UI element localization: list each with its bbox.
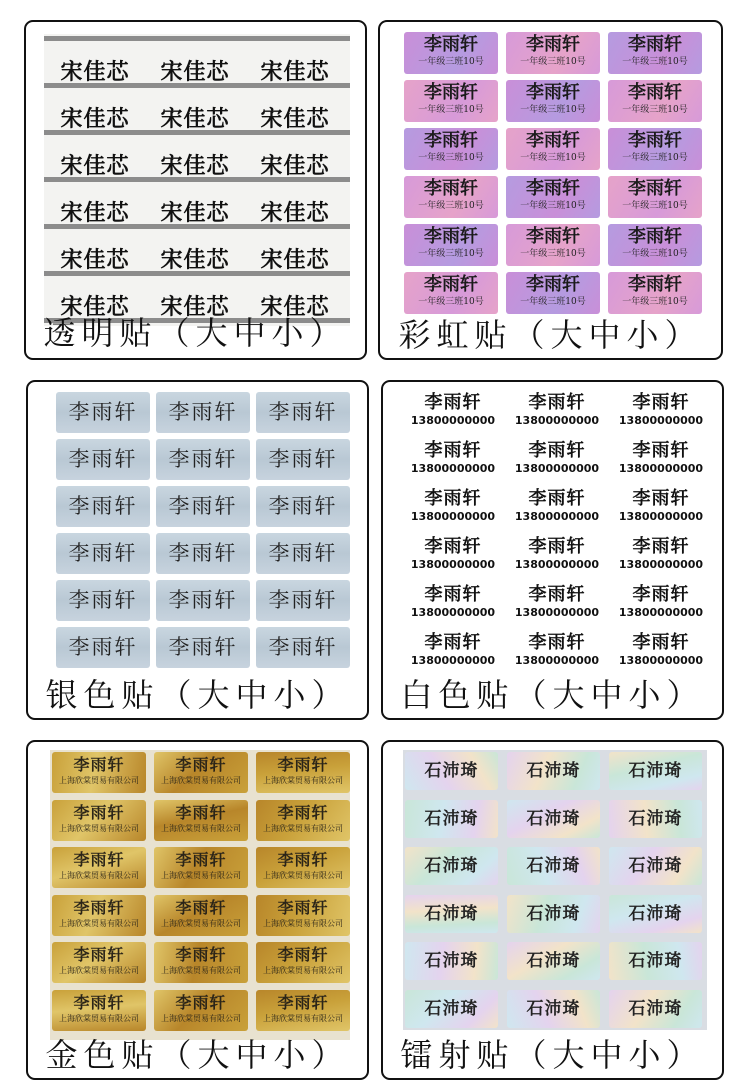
sticker-subtext: 上海欣棠贸易有限公司 (161, 871, 241, 880)
panel-caption: 透明贴（大中小） (43, 314, 348, 352)
name-sticker (404, 80, 498, 122)
name-sticker (611, 440, 711, 486)
sticker-name: 宋佳芯 (160, 153, 230, 179)
white-sticker-panel (381, 380, 724, 720)
name-sticker (246, 52, 344, 92)
sticker-subtext: 一年级三班10号 (418, 153, 484, 163)
name-sticker (156, 439, 250, 480)
sticker-subtext: 13800000000 (618, 558, 704, 571)
laser-sticker-panel (381, 740, 724, 1080)
sticker-name: 李雨轩 (73, 897, 125, 917)
sticker-name: 宋佳芯 (260, 200, 330, 226)
sticker-subtext: 上海欣棠贸易有限公司 (59, 966, 139, 975)
sticker-subtext: 13800000000 (514, 414, 600, 427)
name-sticker (56, 580, 150, 621)
sticker-name: 李雨轩 (628, 178, 682, 199)
name-sticker (404, 224, 498, 266)
sticker-name: 李雨轩 (168, 400, 238, 424)
sticker-name: 石沛琦 (424, 761, 479, 781)
sticker-name: 李雨轩 (268, 494, 338, 518)
sticker-name: 李雨轩 (632, 584, 690, 605)
sticker-name: 李雨轩 (424, 488, 482, 509)
name-sticker (506, 80, 600, 122)
sticker-subtext: 13800000000 (410, 558, 496, 571)
name-sticker (154, 895, 248, 936)
sticker-name: 石沛琦 (628, 856, 683, 876)
name-sticker (52, 847, 146, 888)
sticker-name: 李雨轩 (68, 494, 138, 518)
sticker-subtext: 一年级三班10号 (520, 153, 586, 163)
sticker-name: 宋佳芯 (260, 59, 330, 85)
name-sticker (507, 895, 600, 933)
sticker-subtext: 上海欣棠贸易有限公司 (161, 918, 241, 928)
name-sticker (609, 847, 702, 885)
sticker-name: 石沛琦 (526, 903, 581, 924)
sticker-subtext: 上海欣棠贸易有限公司 (161, 966, 241, 975)
sticker-subtext: 上海欣棠贸易有限公司 (59, 918, 139, 928)
sticker-subtext: 一年级三班10号 (520, 57, 586, 67)
name-sticker (154, 990, 248, 1031)
sticker-subtext: 一年级三班10号 (520, 201, 586, 211)
name-sticker (246, 146, 344, 186)
sticker-name: 李雨轩 (632, 440, 690, 461)
sticker-subtext: 13800000000 (618, 462, 704, 475)
sticker-name: 李雨轩 (424, 632, 482, 653)
sticker-subtext: 上海欣棠贸易有限公司 (161, 1013, 241, 1023)
name-sticker (154, 752, 248, 793)
sticker-name: 李雨轩 (528, 632, 586, 653)
sticker-name: 李雨轩 (526, 34, 580, 55)
sticker-name: 李雨轩 (632, 536, 690, 557)
name-sticker (246, 99, 344, 139)
name-sticker (246, 240, 344, 280)
name-sticker (507, 942, 600, 980)
sticker-subtext: 上海欣棠贸易有限公司 (263, 823, 343, 833)
name-sticker (146, 193, 244, 233)
sticker-subtext: 13800000000 (618, 606, 704, 619)
name-sticker (256, 392, 350, 433)
sticker-name: 石沛琦 (526, 856, 581, 876)
name-sticker (256, 847, 350, 888)
sticker-name: 李雨轩 (175, 945, 227, 964)
name-sticker (256, 752, 350, 793)
name-sticker (507, 488, 607, 534)
sticker-name: 李雨轩 (277, 850, 329, 869)
sticker-subtext: 13800000000 (618, 510, 704, 523)
name-sticker (56, 392, 150, 433)
name-sticker (52, 942, 146, 983)
sticker-subtext: 上海欣棠贸易有限公司 (59, 871, 139, 880)
sticker-subtext: 一年级三班10号 (622, 105, 688, 115)
name-sticker (154, 800, 248, 841)
sticker-name: 石沛琦 (526, 808, 581, 829)
sticker-name: 李雨轩 (268, 635, 338, 659)
name-sticker (507, 752, 600, 790)
sticker-name: 李雨轩 (424, 178, 478, 199)
sticker-subtext: 上海欣棠贸易有限公司 (263, 918, 343, 928)
name-sticker (156, 580, 250, 621)
name-sticker (506, 176, 600, 218)
sticker-name: 李雨轩 (175, 755, 227, 774)
sticker-subtext: 13800000000 (514, 558, 600, 571)
sticker-name: 石沛琦 (526, 761, 581, 781)
sticker-name: 李雨轩 (424, 274, 478, 295)
sticker-name: 李雨轩 (526, 178, 580, 199)
sticker-subtext: 13800000000 (514, 510, 600, 523)
panel-caption: 金色贴（大中小） (45, 1036, 350, 1074)
sticker-name: 石沛琦 (424, 856, 479, 876)
name-sticker (146, 52, 244, 92)
sticker-name: 宋佳芯 (160, 59, 230, 85)
name-sticker (507, 440, 607, 486)
sticker-name: 李雨轩 (168, 635, 238, 659)
sticker-name: 宋佳芯 (60, 106, 130, 132)
sticker-name: 李雨轩 (424, 584, 482, 605)
name-sticker (146, 99, 244, 139)
sticker-name: 宋佳芯 (260, 153, 330, 179)
gold-sticker-panel (26, 740, 369, 1080)
sticker-name: 宋佳芯 (160, 200, 230, 226)
sticker-name: 宋佳芯 (60, 200, 130, 226)
name-sticker (256, 895, 350, 936)
name-sticker (507, 847, 600, 885)
name-sticker (146, 146, 244, 186)
sticker-name: 石沛琦 (628, 998, 683, 1019)
name-sticker (608, 32, 702, 74)
sticker-name: 李雨轩 (628, 34, 682, 55)
sticker-name: 宋佳芯 (260, 106, 330, 132)
sticker-name: 石沛琦 (526, 951, 581, 971)
sticker-name: 石沛琦 (628, 761, 683, 781)
sticker-name: 李雨轩 (528, 440, 586, 461)
sticker-name: 李雨轩 (68, 447, 138, 471)
sticker-subtext: 一年级三班10号 (622, 153, 688, 163)
name-sticker (46, 99, 144, 139)
sheet-divider (44, 36, 350, 41)
name-sticker (506, 32, 600, 74)
sticker-subtext: 一年级三班10号 (622, 57, 688, 67)
sticker-sheet (402, 30, 702, 320)
name-sticker (156, 533, 250, 574)
sticker-name: 李雨轩 (424, 440, 482, 461)
name-sticker (609, 800, 702, 838)
sticker-name: 宋佳芯 (160, 106, 230, 132)
name-sticker (609, 895, 702, 933)
sticker-name: 李雨轩 (628, 226, 682, 247)
sticker-name: 李雨轩 (73, 945, 125, 964)
sticker-subtext: 一年级三班10号 (418, 57, 484, 67)
name-sticker (405, 800, 498, 838)
sticker-subtext: 一年级三班10号 (418, 297, 484, 307)
name-sticker (56, 439, 150, 480)
name-sticker (608, 224, 702, 266)
name-sticker (156, 486, 250, 527)
sticker-name: 李雨轩 (528, 536, 586, 557)
panel-caption: 彩虹贴（大中小） (398, 316, 703, 354)
sticker-name: 李雨轩 (175, 850, 227, 869)
rainbow-sticker-panel (378, 20, 723, 360)
sticker-name: 石沛琦 (628, 808, 683, 829)
sticker-name: 李雨轩 (628, 130, 682, 151)
name-sticker (404, 128, 498, 170)
sticker-sheet (54, 390, 350, 672)
sticker-subtext: 13800000000 (410, 414, 496, 427)
sticker-subtext: 上海欣棠贸易有限公司 (59, 823, 139, 833)
sticker-name: 李雨轩 (268, 588, 338, 612)
sticker-name: 石沛琦 (628, 903, 683, 924)
sticker-name: 李雨轩 (168, 588, 238, 612)
name-sticker (404, 176, 498, 218)
name-sticker (611, 536, 711, 582)
sticker-name: 李雨轩 (277, 755, 329, 774)
name-sticker (46, 146, 144, 186)
sticker-name: 李雨轩 (268, 541, 338, 565)
name-sticker (507, 392, 607, 438)
name-sticker (52, 800, 146, 841)
name-sticker (608, 176, 702, 218)
name-sticker (405, 990, 498, 1028)
sticker-sheet (44, 34, 350, 326)
sticker-sheet (50, 750, 350, 1040)
sticker-subtext: 13800000000 (514, 654, 600, 667)
name-sticker (405, 847, 498, 885)
name-sticker (46, 193, 144, 233)
name-sticker (507, 990, 600, 1028)
sticker-name: 李雨轩 (268, 447, 338, 471)
name-sticker (156, 627, 250, 668)
sticker-sheet (403, 750, 707, 1030)
name-sticker (608, 272, 702, 314)
name-sticker (404, 272, 498, 314)
sticker-subtext: 一年级三班10号 (622, 249, 688, 259)
sticker-name: 李雨轩 (424, 226, 478, 247)
sticker-name: 李雨轩 (168, 447, 238, 471)
name-sticker (403, 440, 503, 486)
sticker-subtext: 一年级三班10号 (418, 105, 484, 115)
sticker-name: 宋佳芯 (60, 247, 130, 273)
name-sticker (608, 80, 702, 122)
sticker-name: 李雨轩 (526, 130, 580, 151)
sticker-name: 石沛琦 (628, 951, 683, 971)
sticker-name: 李雨轩 (424, 34, 478, 55)
sticker-name: 李雨轩 (632, 392, 690, 413)
sticker-name: 李雨轩 (424, 392, 482, 413)
name-sticker (611, 392, 711, 438)
name-sticker (506, 272, 600, 314)
sticker-subtext: 13800000000 (410, 462, 496, 475)
sticker-subtext: 13800000000 (618, 414, 704, 427)
sticker-name: 李雨轩 (424, 82, 478, 103)
sticker-subtext: 一年级三班10号 (520, 297, 586, 307)
panel-caption: 白色贴（大中小） (400, 676, 705, 714)
sticker-subtext: 13800000000 (514, 462, 600, 475)
name-sticker (405, 752, 498, 790)
sticker-subtext: 上海欣棠贸易有限公司 (161, 776, 241, 785)
name-sticker (609, 752, 702, 790)
name-sticker (609, 990, 702, 1028)
name-sticker (405, 942, 498, 980)
name-sticker (256, 627, 350, 668)
sticker-name: 李雨轩 (68, 588, 138, 612)
sticker-subtext: 一年级三班10号 (520, 249, 586, 259)
sticker-name: 李雨轩 (277, 802, 329, 822)
name-sticker (146, 240, 244, 280)
sticker-name: 李雨轩 (73, 850, 125, 869)
name-sticker (256, 533, 350, 574)
name-sticker (154, 847, 248, 888)
name-sticker (246, 193, 344, 233)
name-sticker (256, 580, 350, 621)
sticker-name: 石沛琦 (424, 951, 479, 971)
sticker-name: 宋佳芯 (160, 294, 230, 320)
sticker-name: 李雨轩 (632, 488, 690, 509)
silver-sticker-panel (26, 380, 369, 720)
name-sticker (256, 990, 350, 1031)
name-sticker (52, 752, 146, 793)
sticker-name: 李雨轩 (268, 400, 338, 424)
sticker-name: 李雨轩 (68, 400, 138, 424)
sticker-name: 李雨轩 (632, 632, 690, 653)
sticker-subtext: 一年级三班10号 (622, 297, 688, 307)
name-sticker (256, 942, 350, 983)
sticker-name: 李雨轩 (528, 488, 586, 509)
name-sticker (609, 942, 702, 980)
sticker-name: 李雨轩 (526, 274, 580, 295)
transparent-sticker-panel (24, 20, 367, 360)
sticker-subtext: 一年级三班10号 (418, 249, 484, 259)
sticker-subtext: 上海欣棠贸易有限公司 (263, 1013, 343, 1023)
sticker-subtext: 13800000000 (410, 606, 496, 619)
sticker-name: 宋佳芯 (60, 294, 130, 320)
name-sticker (507, 584, 607, 630)
sticker-subtext: 13800000000 (410, 510, 496, 523)
sticker-name: 李雨轩 (175, 802, 227, 822)
name-sticker (156, 392, 250, 433)
name-sticker (56, 627, 150, 668)
sticker-name: 李雨轩 (526, 226, 580, 247)
name-sticker (256, 800, 350, 841)
sticker-subtext: 一年级三班10号 (520, 105, 586, 115)
sticker-name: 李雨轩 (528, 392, 586, 413)
sticker-name: 李雨轩 (68, 635, 138, 659)
sticker-subtext: 上海欣棠贸易有限公司 (263, 871, 343, 880)
sticker-name: 石沛琦 (424, 998, 479, 1019)
name-sticker (611, 488, 711, 534)
sticker-subtext: 上海欣棠贸易有限公司 (59, 1013, 139, 1023)
sticker-name: 李雨轩 (175, 897, 227, 917)
sticker-subtext: 上海欣棠贸易有限公司 (263, 776, 343, 785)
sticker-name: 李雨轩 (73, 992, 125, 1012)
sticker-name: 石沛琦 (526, 998, 581, 1019)
sticker-subtext: 13800000000 (514, 606, 600, 619)
sticker-subtext: 上海欣棠贸易有限公司 (263, 966, 343, 975)
name-sticker (403, 488, 503, 534)
name-sticker (46, 240, 144, 280)
sticker-name: 石沛琦 (424, 808, 479, 829)
sticker-name: 李雨轩 (68, 541, 138, 565)
name-sticker (256, 439, 350, 480)
name-sticker (611, 584, 711, 630)
sticker-name: 李雨轩 (73, 755, 125, 774)
sticker-name: 李雨轩 (424, 130, 478, 151)
name-sticker (52, 895, 146, 936)
name-sticker (403, 392, 503, 438)
sticker-name: 石沛琦 (424, 903, 479, 924)
sticker-name: 李雨轩 (628, 274, 682, 295)
panel-caption: 银色贴（大中小） (45, 676, 350, 714)
name-sticker (506, 128, 600, 170)
sticker-subtext: 一年级三班10号 (418, 201, 484, 211)
name-sticker (405, 895, 498, 933)
sticker-name: 宋佳芯 (260, 294, 330, 320)
name-sticker (46, 52, 144, 92)
name-sticker (256, 486, 350, 527)
name-sticker (507, 536, 607, 582)
sticker-name: 李雨轩 (528, 584, 586, 605)
sticker-subtext: 13800000000 (618, 654, 704, 667)
sticker-name: 李雨轩 (73, 802, 125, 822)
sticker-name: 李雨轩 (277, 992, 329, 1012)
sticker-name: 李雨轩 (277, 945, 329, 964)
sticker-name: 宋佳芯 (60, 153, 130, 179)
name-sticker (506, 224, 600, 266)
sticker-name: 李雨轩 (168, 541, 238, 565)
name-sticker (154, 942, 248, 983)
sticker-name: 李雨轩 (628, 82, 682, 103)
name-sticker (404, 32, 498, 74)
sticker-subtext: 上海欣棠贸易有限公司 (161, 823, 241, 833)
sticker-name: 宋佳芯 (160, 247, 230, 273)
name-sticker (608, 128, 702, 170)
sticker-subtext: 13800000000 (410, 654, 496, 667)
sticker-name: 李雨轩 (424, 536, 482, 557)
panel-caption: 镭射贴（大中小） (400, 1036, 705, 1074)
sticker-subtext: 一年级三班10号 (622, 201, 688, 211)
sticker-subtext: 上海欣棠贸易有限公司 (59, 776, 139, 785)
name-sticker (56, 533, 150, 574)
name-sticker (507, 800, 600, 838)
sticker-name: 李雨轩 (175, 992, 227, 1012)
sticker-name: 李雨轩 (526, 82, 580, 103)
name-sticker (403, 536, 503, 582)
sticker-name: 宋佳芯 (60, 59, 130, 85)
name-sticker (52, 990, 146, 1031)
name-sticker (403, 584, 503, 630)
sticker-sheet (401, 388, 707, 674)
sticker-name: 李雨轩 (168, 494, 238, 518)
sticker-name: 宋佳芯 (260, 247, 330, 273)
sticker-name: 李雨轩 (277, 897, 329, 917)
name-sticker (56, 486, 150, 527)
